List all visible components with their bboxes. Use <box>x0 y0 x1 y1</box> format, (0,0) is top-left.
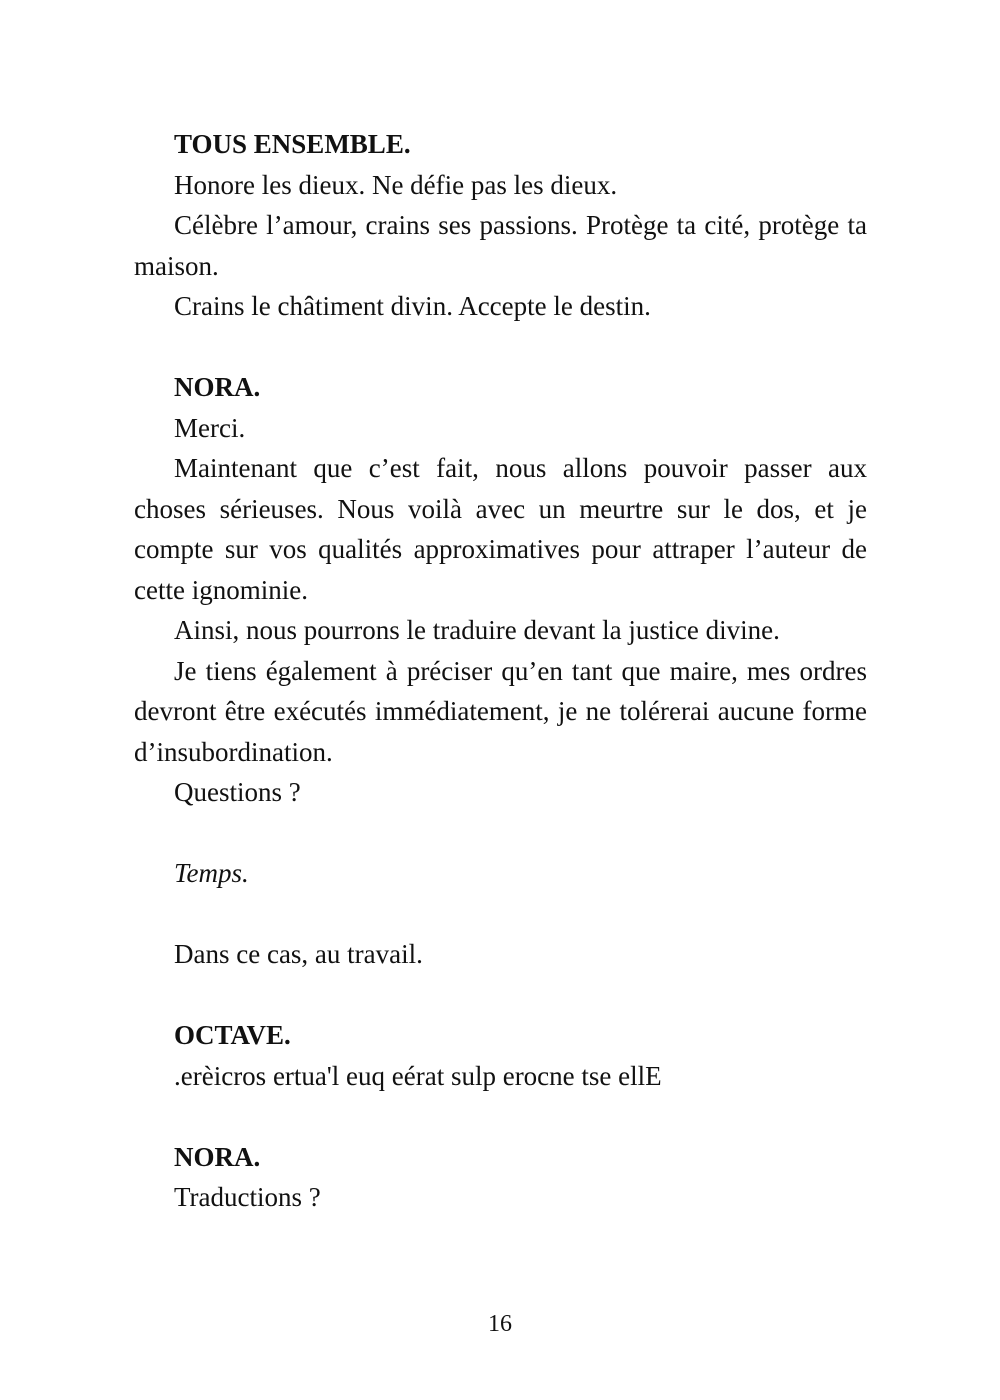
dialogue-line: Questions ? <box>174 777 301 807</box>
dialogue-line: Crains le châtiment divin. Accepte le destin. <box>174 291 651 321</box>
script-page <box>134 124 867 1218</box>
speaker-name: NORA. <box>174 1141 261 1172</box>
dialogue-line: Dans ce cas, au travail. <box>174 939 423 969</box>
speaker-name: TOUS ENSEMBLE. <box>174 129 411 159</box>
block-spacer <box>134 894 867 935</box>
block-spacer <box>134 813 867 854</box>
page-number: 16 <box>488 1311 512 1337</box>
block-spacer <box>134 1096 867 1137</box>
dialogue-line: .erèicros ertua'l euq eérat sulp erocne tse ellE <box>174 1060 662 1091</box>
dialogue-line: Ainsi, nous pourrons le traduire devant la justice divine. <box>174 615 780 645</box>
dialogue-line: Maintenant que c’est fait, nous allons pouvoir passer aux choses sérieuses. Nous voilà avec un meurtre sur le dos, et je compte sur vos qualités approximatives pour attraper l’auteur de cette ignominie. <box>134 453 867 605</box>
block-spacer <box>134 975 867 1016</box>
block-spacer <box>134 327 867 368</box>
dialogue-line: Je tiens également à préciser qu’en tant que maire, mes ordres devront être exécutés immédiatement, je ne tolérerai aucune forme d’insubordination. <box>134 655 867 767</box>
dialogue-line: Célèbre l’amour, crains ses passions. Protège ta cité, protège ta maison. <box>134 210 867 281</box>
dialogue-line: Honore les dieux. Ne défie pas les dieux. <box>174 169 618 200</box>
dialogue-line: Traductions ? <box>174 1182 321 1212</box>
stage-direction: Temps. <box>174 858 249 888</box>
dialogue-line: Merci. <box>174 412 246 443</box>
speaker-name: NORA. <box>174 372 261 402</box>
speaker-name: OCTAVE. <box>174 1020 291 1050</box>
